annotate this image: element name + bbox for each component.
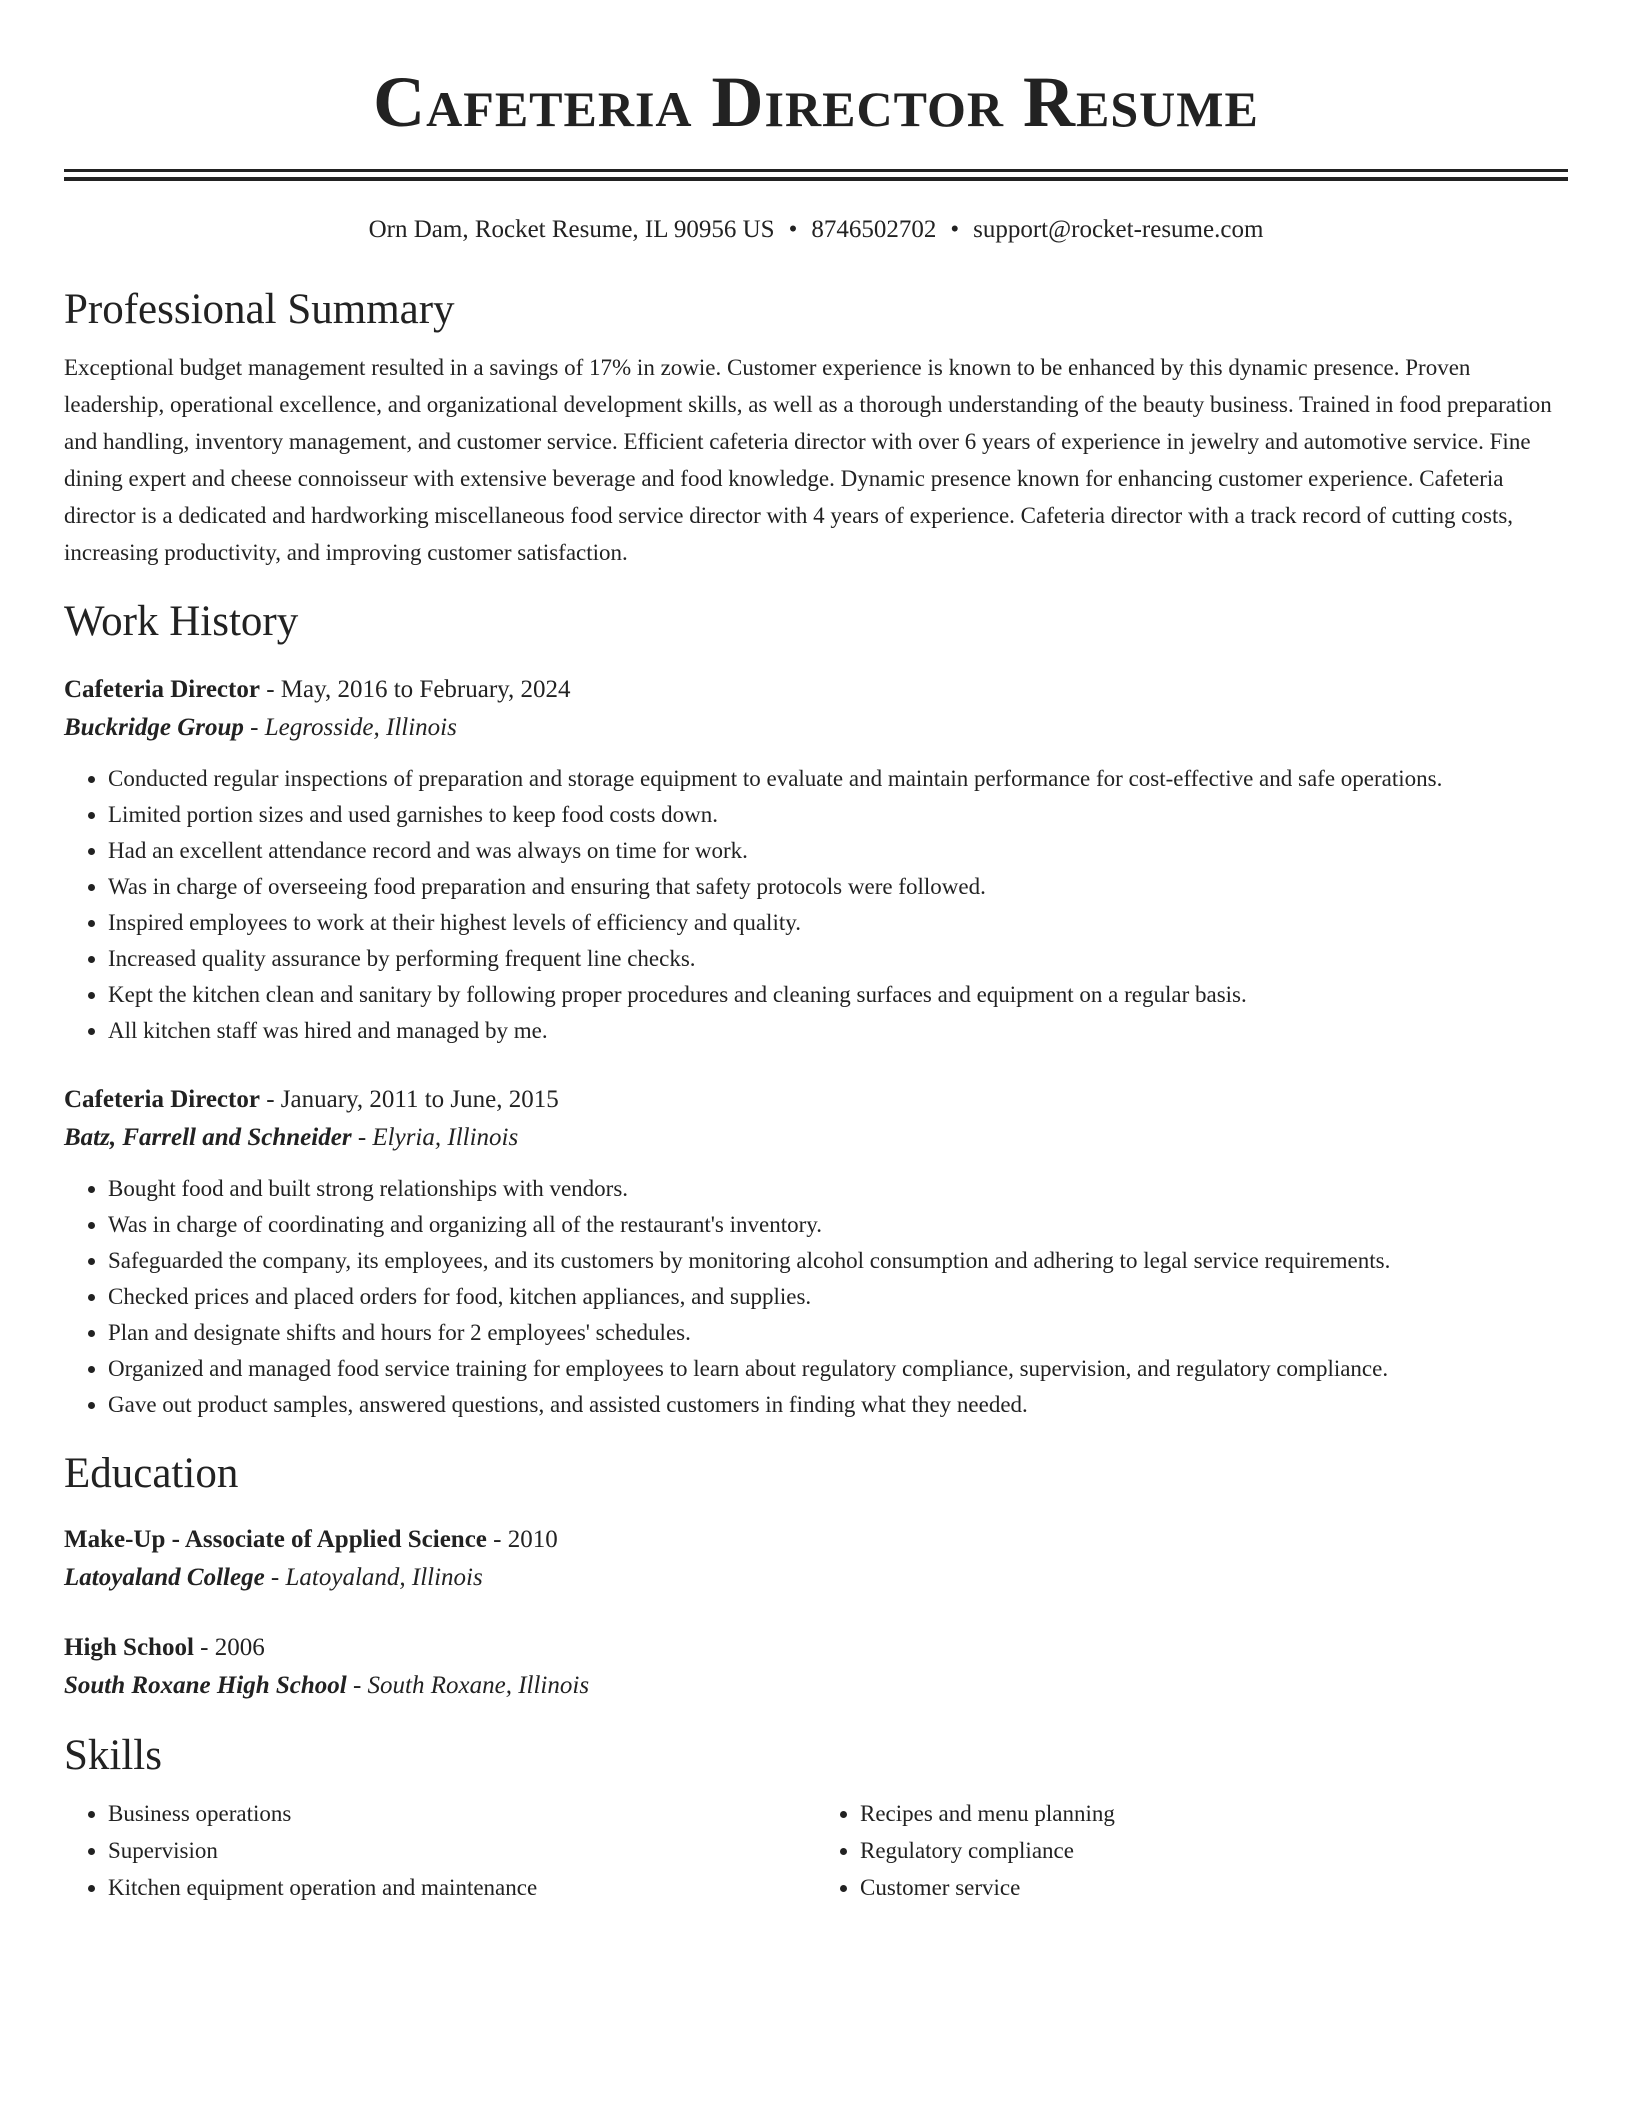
job-location: - Legrosside, Illinois — [243, 714, 457, 741]
title-divider-bottom — [64, 177, 1568, 181]
job-company-line — [64, 1119, 1568, 1157]
list-item: • Kept the kitchen clean and sanitary by following proper procedures and cleaning surfaces and equipment on a regular basis. — [108, 977, 1568, 1013]
education-school: South Roxane High School — [64, 1672, 347, 1699]
summary-heading: Professional Summary — [64, 286, 455, 333]
list-item: • Conducted regular inspections of preparation and storage equipment to evaluate and maintain performance for cost-effective and safe operations. — [108, 761, 1568, 797]
education-year: - 2010 — [486, 1526, 558, 1553]
job-location: - Elyria, Illinois — [351, 1124, 519, 1151]
title-divider-top — [64, 169, 1568, 172]
contact-separator: • — [950, 216, 960, 243]
skill-item: • Recipes and menu planning — [860, 1795, 1568, 1832]
list-item: • Bought food and built strong relationships with vendors. — [108, 1171, 1568, 1207]
skill-item: • Supervision — [108, 1832, 816, 1869]
skills-column-left — [64, 1795, 816, 1906]
skill-item: • Customer service — [860, 1869, 1568, 1906]
list-item: • Checked prices and placed orders for food, kitchen appliances, and supplies. — [108, 1279, 1568, 1315]
job-entry — [64, 1081, 1568, 1423]
education-year: - 2006 — [193, 1634, 265, 1661]
job-company: Batz, Farrell and Schneider — [64, 1124, 352, 1151]
job-company: Buckridge Group — [64, 714, 244, 741]
work-history-heading: Work History — [64, 598, 299, 645]
education-school-line — [64, 1667, 1568, 1705]
resume-title: Cafeteria Director Resume — [373, 62, 1259, 142]
education-heading: Education — [64, 1450, 239, 1497]
contact-line — [64, 215, 1568, 245]
skill-item: • Business operations — [108, 1795, 816, 1832]
skill-item: • Regulatory compliance — [860, 1832, 1568, 1869]
job-dates: - May, 2016 to February, 2024 — [259, 676, 571, 703]
skills-column-right — [816, 1795, 1568, 1906]
education-degree-line — [64, 1521, 1568, 1559]
skill-item: • Kitchen equipment operation and maintenance — [108, 1869, 816, 1906]
skills-heading: Skills — [64, 1732, 162, 1779]
list-item: • Was in charge of overseeing food preparation and ensuring that safety protocols were followed. — [108, 869, 1568, 905]
job-bullets — [64, 761, 1568, 1049]
list-item: • Inspired employees to work at their highest levels of efficiency and quality. — [108, 905, 1568, 941]
summary-text: Exceptional budget management resulted in a savings of 17% in zowie. Customer experience is known to be enhanced by this dynamic presence. Proven leadership, operational excellence, and organizational development skills, as well as a thorough understanding of the beauty business. Trained in food preparation and handling, inventory management, and customer service. Efficient cafeteria director with over 6 years of experience in jewelry and automotive service. Fine dining expert and cheese connoisseur with extensive beverage and food knowledge. Dynamic presence known for enhancing customer experience. Cafeteria director is a dedicated and hardworking miscellaneous food service director with 4 years of experience. Cafeteria director with a track record of cutting costs, increasing productivity, and improving customer satisfaction. — [64, 355, 1552, 565]
list-item: • All kitchen staff was hired and managed by me. — [108, 1013, 1568, 1049]
education-school: Latoyaland College — [64, 1564, 265, 1591]
education-entry — [64, 1521, 1568, 1597]
contact-email: support@rocket-resume.com — [973, 216, 1264, 243]
list-item: • Gave out product samples, answered questions, and assisted customers in finding what they needed. — [108, 1387, 1568, 1423]
contact-address: Orn Dam, Rocket Resume, IL 90956 US — [368, 216, 775, 243]
list-item: • Was in charge of coordinating and organizing all of the restaurant's inventory. — [108, 1207, 1568, 1243]
education-degree: High School — [64, 1634, 194, 1661]
job-title: Cafeteria Director — [64, 1086, 260, 1113]
contact-phone: 8746502702 — [811, 216, 937, 243]
job-title-line — [64, 1081, 1568, 1119]
list-item: • Increased quality assurance by performing frequent line checks. — [108, 941, 1568, 977]
list-item: • Had an excellent attendance record and was always on time for work. — [108, 833, 1568, 869]
list-item: • Plan and designate shifts and hours for 2 employees' schedules. — [108, 1315, 1568, 1351]
job-company-line — [64, 709, 1568, 747]
contact-separator: • — [788, 216, 798, 243]
list-item: • Organized and managed food service training for employees to learn about regulatory compliance, supervision, and regulatory compliance. — [108, 1351, 1568, 1387]
education-school-line — [64, 1559, 1568, 1597]
job-dates: - January, 2011 to June, 2015 — [259, 1086, 559, 1113]
education-location: - Latoyaland, Illinois — [264, 1564, 483, 1591]
list-item: • Safeguarded the company, its employees, and its customers by monitoring alcohol consumption and adhering to legal service requirements. — [108, 1243, 1568, 1279]
education-location: - South Roxane, Illinois — [346, 1672, 590, 1699]
job-entry — [64, 671, 1568, 1049]
education-degree-line — [64, 1629, 1568, 1667]
job-title: Cafeteria Director — [64, 676, 260, 703]
job-title-line — [64, 671, 1568, 709]
skills-grid — [64, 1795, 1568, 1906]
education-entry — [64, 1629, 1568, 1705]
job-bullets — [64, 1171, 1568, 1423]
list-item: • Limited portion sizes and used garnishes to keep food costs down. — [108, 797, 1568, 833]
education-degree: Make-Up - Associate of Applied Science — [64, 1526, 487, 1553]
